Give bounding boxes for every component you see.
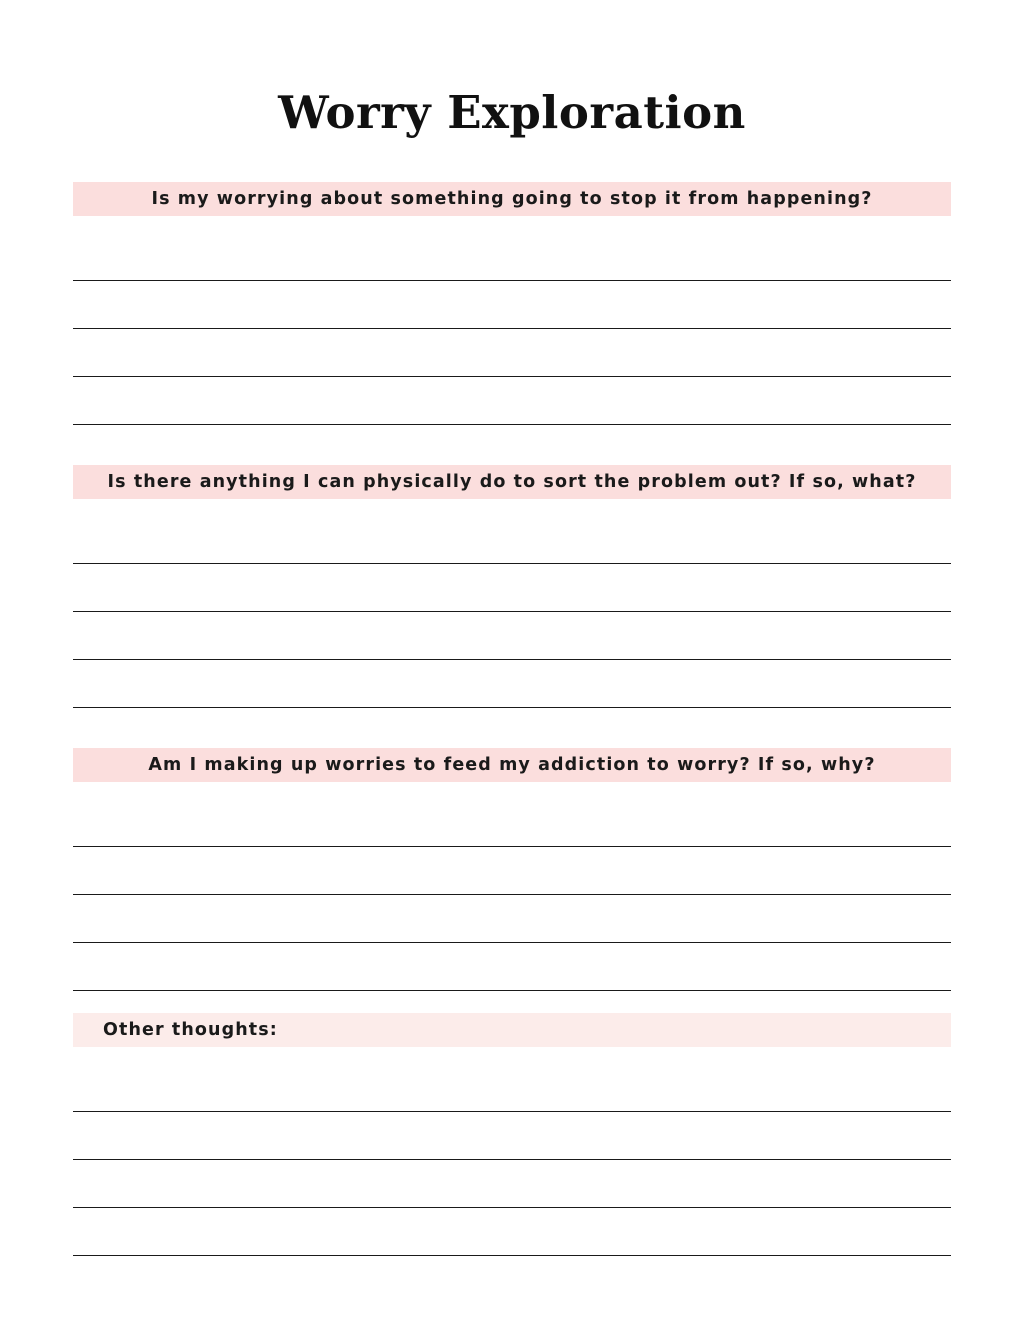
sections-container [0, 182, 1024, 1256]
answer-lines-3 [73, 782, 951, 991]
prompt-label-3: Am I making up worries to feed my addiction to worry? If so, why? [148, 754, 876, 775]
section-3 [0, 748, 1024, 991]
section-spacer [0, 425, 1024, 465]
prompt-band-1 [73, 182, 951, 216]
section-1 [0, 182, 1024, 425]
write-line[interactable] [73, 233, 951, 281]
write-line[interactable] [73, 281, 951, 329]
write-line[interactable] [73, 329, 951, 377]
write-line[interactable] [73, 377, 951, 425]
answer-lines-4 [73, 1047, 951, 1256]
prompt-band-3 [73, 748, 951, 782]
write-line[interactable] [73, 1160, 951, 1208]
prompt-label-2: Is there anything I can physically do to sort the problem out? If so, what? [107, 471, 917, 492]
section-spacer [0, 991, 1024, 1013]
write-line[interactable] [73, 1208, 951, 1256]
page-title: Worry Exploration [278, 86, 746, 139]
write-line[interactable] [73, 943, 951, 991]
prompt-label-1: Is my worrying about something going to stop it from happening? [151, 188, 873, 209]
write-line[interactable] [73, 895, 951, 943]
section-4 [0, 1013, 1024, 1256]
write-line[interactable] [73, 564, 951, 612]
write-line[interactable] [73, 799, 951, 847]
write-line[interactable] [73, 847, 951, 895]
answer-lines-2 [73, 499, 951, 708]
write-line[interactable] [73, 660, 951, 708]
prompt-band-2 [73, 465, 951, 499]
section-2 [0, 465, 1024, 708]
prompt-band-4 [73, 1013, 951, 1047]
section-spacer [0, 708, 1024, 748]
write-line[interactable] [73, 1064, 951, 1112]
write-line[interactable] [73, 612, 951, 660]
answer-lines-1 [73, 216, 951, 425]
write-line[interactable] [73, 516, 951, 564]
write-line[interactable] [73, 1112, 951, 1160]
prompt-label-4: Other thoughts: [103, 1019, 278, 1040]
